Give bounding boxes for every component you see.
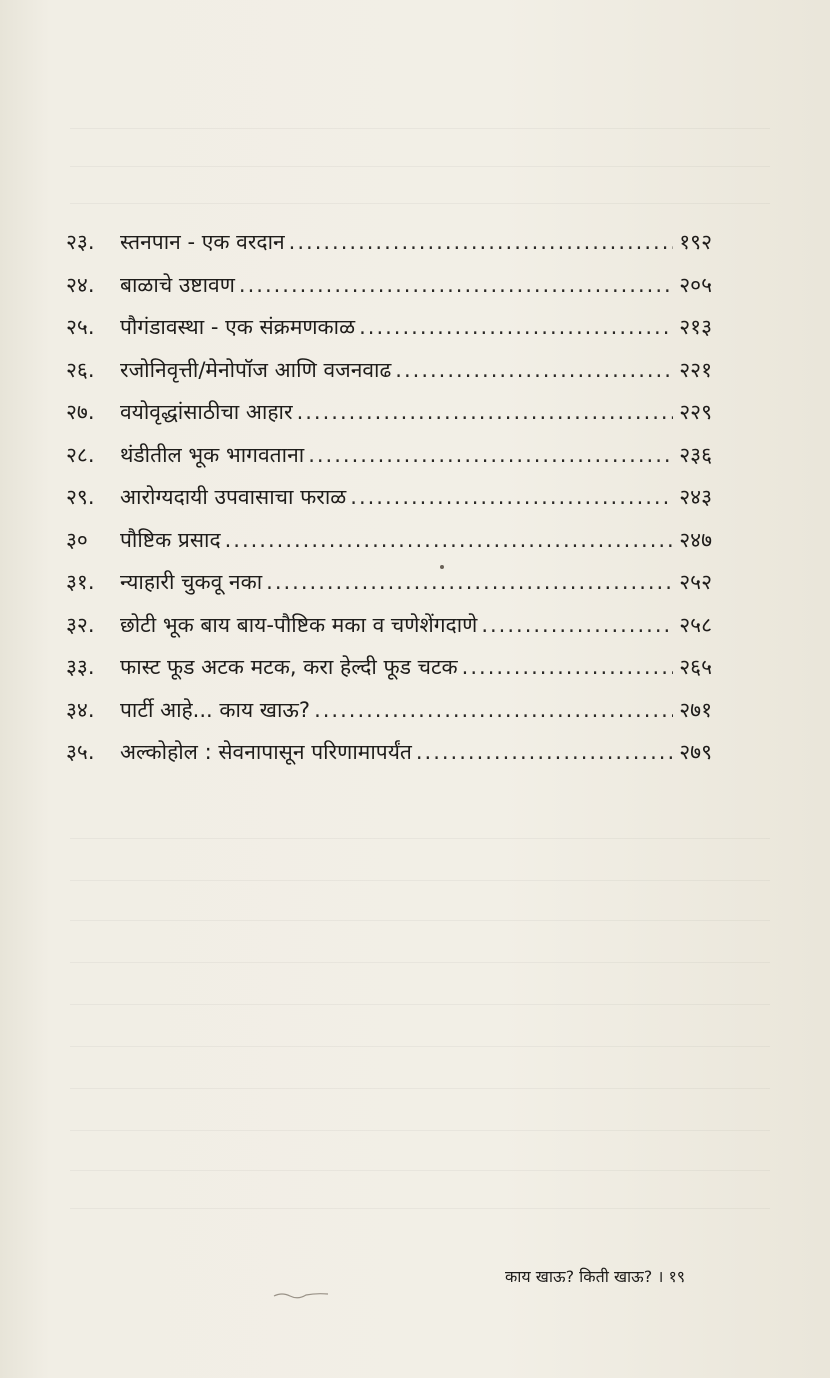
chapter-title: फास्ट फूड अटक मटक, करा हेल्दी फूड चटक: [120, 655, 458, 679]
chapter-page-number: २२९: [679, 400, 712, 424]
chapter-title: न्याहारी चुकवू नका: [120, 570, 263, 594]
show-through-line: [70, 1130, 770, 1131]
chapter-number: २७.: [66, 400, 95, 424]
chapter-page-number: २६५: [679, 655, 712, 679]
show-through-line: [70, 962, 770, 963]
dot-leader: [308, 443, 673, 467]
chapter-number: ३१.: [66, 570, 95, 594]
chapter-title: पार्टी आहे... काय खाऊ?: [120, 697, 311, 722]
dot-leader: [481, 613, 673, 637]
chapter-page-number: २५८: [679, 612, 712, 637]
toc-entry[interactable]: [66, 696, 712, 739]
chapter-number: २८.: [66, 442, 95, 467]
toc-entry[interactable]: [66, 313, 712, 356]
chapter-page-number: २४३: [679, 485, 712, 509]
chapter-page-number: २३६: [679, 442, 712, 467]
toc-entry[interactable]: [66, 356, 712, 399]
show-through-line: [70, 166, 770, 167]
chapter-page-number: १९२: [679, 230, 712, 254]
ink-speck: [440, 565, 444, 569]
toc-entry[interactable]: [66, 526, 712, 569]
chapter-page-number: २२१: [679, 357, 712, 382]
chapter-page-number: २०५: [679, 272, 712, 297]
running-footer: काय खाऊ? किती खाऊ? । १९: [505, 1267, 686, 1286]
chapter-title: आरोग्यदायी उपवासाचा फराळ: [120, 485, 347, 509]
show-through-line: [70, 1170, 770, 1171]
toc-entry[interactable]: [66, 653, 712, 696]
show-through-line: [70, 1004, 770, 1005]
dot-leader: [297, 400, 674, 424]
chapter-number: ३५.: [66, 740, 95, 764]
dot-leader: [239, 273, 673, 297]
chapter-title: छोटी भूक बाय बाय-पौष्टिक मका व चणेशेंगदाणे: [120, 612, 478, 637]
chapter-page-number: २४७: [679, 527, 712, 552]
chapter-number: ३२.: [66, 612, 95, 637]
chapter-title: स्तनपान - एक वरदान: [120, 230, 285, 254]
dot-leader: [266, 570, 673, 594]
dot-leader: [359, 315, 673, 339]
chapter-number: ३४.: [66, 697, 95, 722]
show-through-line: [70, 1046, 770, 1047]
chapter-title: वयोवृद्धांसाठीचा आहार: [120, 400, 293, 424]
dot-leader: [289, 230, 674, 254]
chapter-number: २४.: [66, 272, 95, 297]
chapter-title: रजोनिवृत्ती/मेनोपॉज आणि वजनवाढ: [120, 357, 392, 382]
chapter-number: ३३.: [66, 655, 95, 679]
chapter-title: पौष्टिक प्रसाद: [120, 527, 221, 552]
show-through-line: [70, 920, 770, 921]
show-through-line: [70, 1208, 770, 1209]
chapter-title: पौगंडावस्था - एक संक्रमणकाळ: [120, 315, 356, 339]
dot-leader: [314, 698, 673, 722]
toc-entry[interactable]: [66, 611, 712, 654]
dot-leader: [416, 740, 673, 764]
dot-leader: [462, 655, 674, 679]
show-through-line: [70, 838, 770, 839]
show-through-line: [70, 1088, 770, 1089]
chapter-page-number: २१३: [679, 315, 712, 339]
toc-entry[interactable]: [66, 483, 712, 526]
show-through-line: [70, 880, 770, 881]
dot-leader: [225, 528, 674, 552]
chapter-number: २६.: [66, 357, 95, 382]
toc-entry[interactable]: [66, 568, 712, 611]
toc-entry[interactable]: [66, 271, 712, 314]
table-of-contents: [66, 228, 712, 781]
dot-leader: [395, 358, 673, 382]
ink-smudge: [272, 1290, 332, 1300]
chapter-title: बाळाचे उष्टावण: [120, 272, 235, 297]
toc-entry[interactable]: [66, 738, 712, 781]
chapter-number: २३.: [66, 230, 95, 254]
chapter-number: २९.: [66, 485, 95, 509]
chapter-title: थंडीतील भूक भागवताना: [120, 442, 305, 467]
chapter-title: अल्कोहोल : सेवनापासून परिणामापर्यंत: [120, 740, 412, 764]
chapter-page-number: २७९: [679, 740, 712, 764]
chapter-page-number: २५२: [679, 570, 712, 594]
toc-entry[interactable]: [66, 398, 712, 441]
chapter-number: २५.: [66, 315, 95, 339]
show-through-line: [70, 203, 770, 204]
toc-entry[interactable]: [66, 441, 712, 484]
dot-leader: [350, 485, 673, 509]
chapter-page-number: २७१: [679, 697, 712, 722]
toc-entry[interactable]: [66, 228, 712, 271]
show-through-line: [70, 128, 770, 129]
chapter-number: ३०: [66, 527, 88, 552]
